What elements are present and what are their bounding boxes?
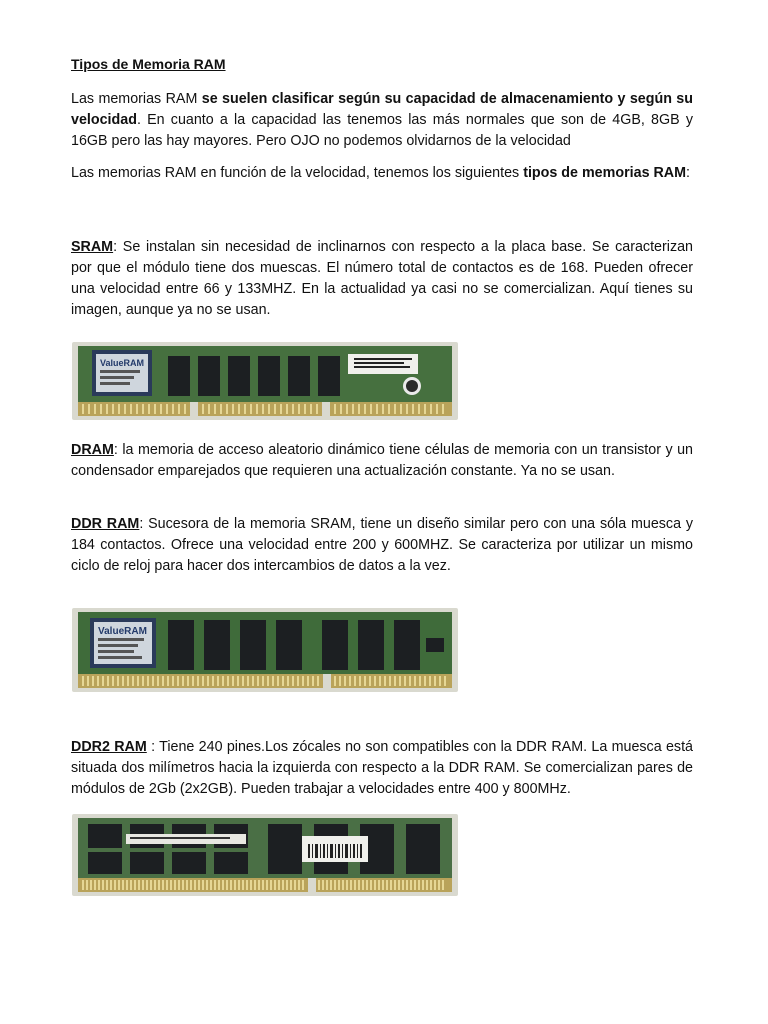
ddr-paragraph: [71, 514, 693, 577]
sram-term: SRAM: [71, 239, 114, 255]
ddr2-module-image: [72, 814, 458, 896]
intro-prefix: Las memorias RAM: [71, 91, 202, 107]
ddr-text: : Sucesora de la memoria SRAM, tiene un diseño similar pero con una sóla muesca y 184 contactos. Ofrece una velocidad entre 200 y 600MHZ. Se caracteriza por utilizar un mismo ciclo de reloj para hacer dos intercambios de datos a la vez.: [71, 516, 693, 574]
sram-module-image: [72, 342, 458, 420]
ddr-term: DDR RAM: [71, 516, 140, 532]
intro-paragraph: [71, 89, 693, 152]
ddr2-paragraph: [71, 737, 693, 800]
ddr2-text: : Tiene 240 pines.Los zócales no son compatibles con la DDR RAM. La muesca está situada dos milímetros hacia la izquierda con respecto a la DDR RAM. Se comercializan pares de módulos de 2Gb (2x2GB). Pueden trabajar a velocidades entre 400 y 800MHz.: [71, 739, 693, 797]
dram-paragraph: [71, 440, 693, 482]
types-intro-paragraph: [71, 163, 693, 184]
dram-text: : la memoria de acceso aleatorio dinámico tiene células de memoria con un transistor y un condensador emparejados que requieren una actualización constante. Ya no se usan.: [71, 442, 693, 479]
sram-module-label: ValueRAM: [100, 358, 145, 368]
ddr2-term: DDR2 RAM: [71, 739, 147, 755]
ddr-module-label: ValueRAM: [98, 626, 147, 637]
document-title: Tipos de Memoria RAM: [71, 56, 226, 72]
sram-text: : Se instalan sin necesidad de inclinarnos con respecto a la placa base. Se caracterizan por que el módulo tiene dos muescas. El número total de contactos es de 168. Pueden ofrecer una velocidad entre 66 y 133MHZ. En la actualidad ya casi no se comercializan. Aquí tienes su imagen, aunque ya no se usan.: [71, 239, 693, 318]
intro-bold: se suelen clasificar según su capacidad de almacenamiento y según su velocidad: [71, 91, 693, 128]
types-intro-bold: tipos de memorias RAM: [523, 165, 687, 181]
types-intro-suffix: :: [686, 165, 691, 181]
sram-paragraph: [71, 237, 693, 321]
dram-term: DRAM: [71, 442, 114, 458]
ddr-module-image: [72, 608, 458, 692]
types-intro-prefix: Las memorias RAM en función de la velocidad, tenemos los siguientes: [71, 165, 524, 181]
intro-suffix: . En cuanto a la capacidad las tenemos las más normales que son de 4GB, 8GB y 16GB pero las hay mayores. Pero OJO no podemos olvidarnos de la velocidad: [71, 112, 693, 149]
